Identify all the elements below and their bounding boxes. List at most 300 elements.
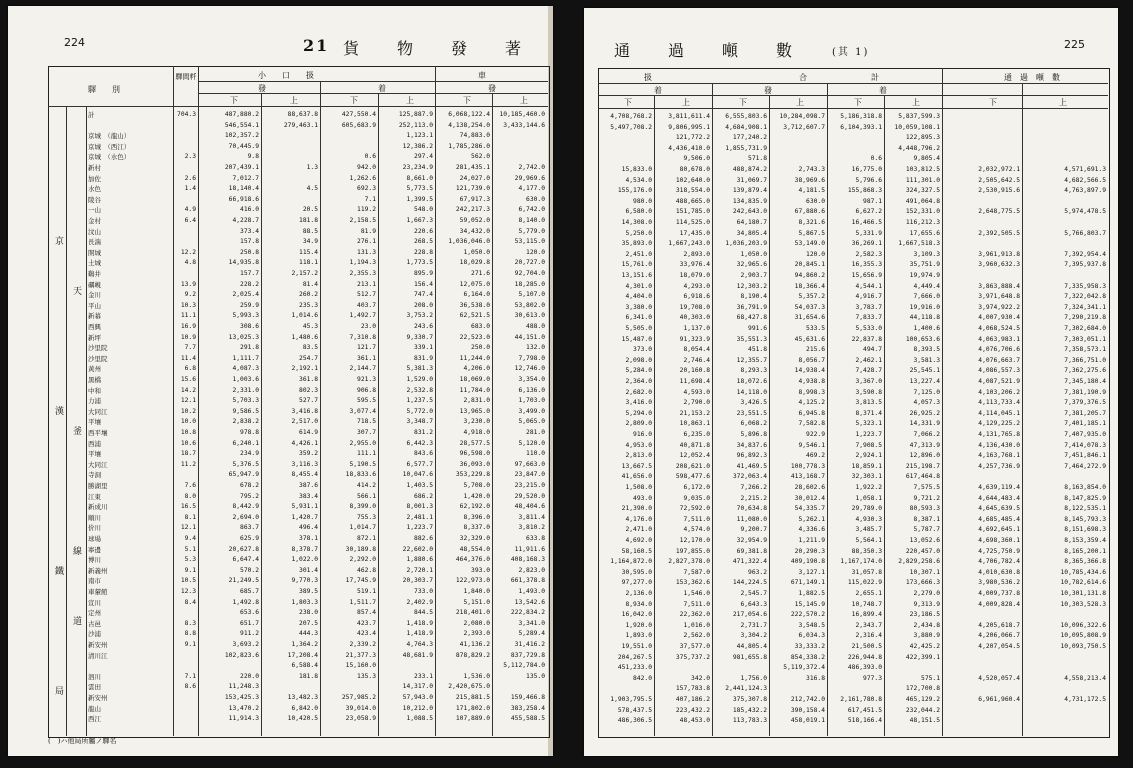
- value-cell: 4,449.4: [913, 282, 940, 290]
- value-cell: 36,093.0: [459, 460, 490, 468]
- station-name: 水色: [88, 185, 101, 194]
- value-cell: 25,545.1: [909, 367, 940, 375]
- value-cell: 72,592.0: [679, 505, 710, 513]
- value-cell: 18,859.1: [851, 462, 882, 470]
- value-cell: 6,555,803.6: [725, 113, 767, 120]
- value-cell: 32,965.6: [736, 261, 767, 269]
- value-cell: 872.1: [357, 535, 376, 542]
- value-cell: 42,425.2: [909, 643, 940, 650]
- table-row: [584, 165, 1118, 175]
- km-cell: 16.9: [180, 323, 196, 330]
- table-row: [584, 398, 1118, 408]
- value-cell: 633.8: [526, 535, 545, 542]
- value-cell: 15,656.9: [851, 272, 882, 279]
- value-cell: 980.0: [633, 197, 652, 205]
- station-name: 寺洞: [88, 471, 101, 480]
- table-row: [584, 663, 1118, 673]
- value-cell: 23,058.9: [345, 715, 376, 723]
- value-cell: 40,303.0: [679, 314, 710, 322]
- value-cell: 7,335,958.3: [1064, 282, 1106, 290]
- value-cell: 408,168.3: [510, 556, 545, 564]
- value-cell: 5,151.0: [463, 598, 490, 606]
- value-cell: 157,783.8: [675, 685, 710, 693]
- value-cell: 48,151.5: [909, 717, 940, 725]
- value-cell: 2,742.0: [518, 164, 545, 171]
- station-name: 清川江: [88, 651, 108, 660]
- value-cell: 571.8: [748, 155, 767, 163]
- value-cell: 1,167,174.0: [840, 558, 882, 566]
- value-cell: 7,303,051.1: [1064, 335, 1106, 343]
- value-cell: 17,655.6: [909, 229, 940, 237]
- value-cell: 3,811,611.4: [668, 113, 710, 120]
- value-cell: 7,666.0: [913, 293, 940, 301]
- value-cell: 1,211.9: [798, 537, 825, 544]
- value-cell: 74,883.0: [459, 132, 490, 140]
- header-rule: [48, 106, 548, 107]
- value-cell: 1,223.7: [855, 431, 882, 438]
- sub-header-arr: 着: [654, 86, 662, 95]
- station-name: 計: [88, 111, 95, 119]
- station-name: 泗川: [88, 672, 101, 681]
- value-cell: 598,477.6: [675, 473, 710, 481]
- table-row: [584, 186, 1118, 196]
- value-cell: 13,227.4: [909, 378, 940, 385]
- table-row: [584, 557, 1118, 567]
- value-cell: 842.0: [633, 674, 652, 682]
- value-cell: 2,532.8: [406, 386, 433, 394]
- value-cell: 18,366.4: [794, 282, 825, 290]
- value-cell: 977.3: [863, 674, 882, 682]
- km-cell: 5.1: [184, 545, 196, 553]
- value-cell: 843.6: [414, 450, 433, 458]
- km-cell: 11.1: [180, 312, 196, 320]
- value-cell: 6,034.3: [798, 632, 825, 640]
- value-cell: 844.5: [414, 609, 433, 617]
- value-cell: 1,237.5: [406, 397, 433, 405]
- km-cell: 5.3: [184, 556, 196, 564]
- km-cell: 10.5: [180, 577, 196, 585]
- value-cell: 8,293.3: [740, 367, 767, 375]
- value-cell: 16,355.3: [851, 261, 882, 269]
- value-cell: 2,731.7: [740, 621, 767, 629]
- value-cell: 20,627.8: [228, 545, 259, 553]
- value-cell: 31,069.7: [736, 176, 767, 184]
- km-cell: 7.6: [184, 482, 196, 489]
- km-cell: 11.4: [180, 354, 196, 362]
- value-cell: 48,554.0: [459, 545, 490, 553]
- value-cell: 546,554.1: [224, 121, 259, 129]
- value-cell: 9,035.0: [683, 494, 710, 502]
- value-cell: 13,052.6: [909, 537, 940, 544]
- value-cell: 238.0: [299, 609, 318, 617]
- sub-header-up: 上: [520, 96, 528, 105]
- value-cell: 4,404.0: [625, 293, 652, 301]
- value-cell: 3,109.3: [913, 250, 940, 258]
- value-cell: 88.5: [302, 227, 318, 235]
- table-row: [8, 640, 553, 650]
- value-cell: 18,833.6: [345, 471, 376, 479]
- value-cell: 4,574.0: [683, 526, 710, 534]
- value-cell: 53,802.0: [514, 301, 545, 309]
- value-cell: 35,893.0: [621, 240, 652, 248]
- value-cell: 630.0: [526, 195, 545, 203]
- value-cell: 0.6: [870, 155, 882, 163]
- value-cell: 6,588.4: [291, 662, 318, 670]
- value-cell: 10,059,108.1: [894, 123, 940, 131]
- value-cell: 20.5: [302, 206, 318, 214]
- value-cell: 614.9: [299, 429, 318, 436]
- value-cell: 10,303,528.3: [1060, 600, 1106, 608]
- value-cell: 423.7: [357, 619, 376, 627]
- station-name: 古邑: [88, 619, 101, 628]
- value-cell: 4,692,645.1: [978, 526, 1020, 534]
- station-name: 新安州: [88, 694, 108, 702]
- table-row: [584, 578, 1118, 588]
- value-cell: 131.3: [357, 248, 376, 256]
- value-cell: 651.7: [240, 619, 259, 627]
- table-row: [8, 311, 553, 321]
- value-cell: 2,098.0: [625, 356, 652, 364]
- value-cell: 279,463.1: [283, 121, 318, 129]
- value-cell: 57,943.0: [402, 694, 433, 701]
- value-cell: 260.2: [299, 291, 318, 299]
- table-row: [8, 237, 553, 247]
- value-cell: 3,416.0: [625, 399, 652, 407]
- table-row: [584, 335, 1118, 345]
- km-cell: 12.1: [180, 397, 196, 405]
- value-cell: 2,192.1: [291, 365, 318, 373]
- value-cell: 14,935.8: [228, 259, 259, 267]
- value-cell: 1,111.7: [232, 354, 259, 362]
- value-cell: 119.2: [357, 206, 376, 214]
- value-cell: 47,313.9: [909, 441, 940, 449]
- sub-header-up: 上: [1059, 98, 1067, 107]
- value-cell: 486,306.5: [617, 717, 652, 725]
- km-cell: 9.2: [184, 291, 196, 299]
- line-label: 線: [71, 546, 81, 573]
- value-cell: 9,546.1: [798, 441, 825, 449]
- value-cell: 41,656.0: [621, 473, 652, 481]
- value-cell: 390,158.4: [790, 706, 825, 714]
- table-row: [8, 121, 553, 131]
- table-row: [584, 430, 1118, 440]
- value-cell: 197,855.0: [675, 547, 710, 555]
- value-cell: 153,425.3: [224, 694, 259, 701]
- value-cell: 3,116.3: [291, 460, 318, 468]
- table-row: [584, 260, 1118, 270]
- value-cell: 177,240.2: [732, 134, 767, 142]
- station-name: 土城: [88, 259, 101, 268]
- value-cell: 3,971,648.8: [978, 293, 1020, 301]
- value-cell: 3,980,536.2: [978, 579, 1020, 587]
- value-cell: 5,112,784.0: [503, 662, 545, 670]
- value-cell: 372,063.4: [732, 473, 767, 481]
- value-cell: 2,743.3: [798, 166, 825, 173]
- value-cell: 488,665.0: [675, 197, 710, 205]
- value-cell: 7,345,180.4: [1064, 378, 1106, 385]
- table-row: [584, 324, 1118, 334]
- value-cell: 10,863.1: [679, 420, 710, 428]
- value-cell: 5,993.3: [232, 312, 259, 320]
- value-cell: 3,548.5: [798, 621, 825, 629]
- value-cell: 1,667,243.0: [668, 240, 710, 248]
- value-cell: 1,493.0: [518, 588, 545, 595]
- value-cell: 13,965.0: [459, 407, 490, 415]
- table-row: [8, 110, 553, 120]
- group-header-total: 合 計: [799, 73, 879, 82]
- value-cell: 863.7: [240, 524, 259, 532]
- value-cell: 4,181.5: [798, 187, 825, 195]
- value-cell: 64,180.7: [736, 219, 767, 226]
- value-cell: 7,464,272.9: [1064, 462, 1106, 470]
- value-cell: 220.6: [414, 227, 433, 235]
- value-cell: 625.9: [240, 535, 259, 542]
- table-row: [584, 631, 1118, 641]
- value-cell: 6,068,122.4: [448, 111, 490, 118]
- value-cell: 1,014.6: [291, 312, 318, 320]
- value-cell: 4,593.0: [683, 388, 710, 396]
- km-cell: 14.2: [180, 386, 196, 394]
- value-cell: 1,529.0: [406, 376, 433, 383]
- value-cell: 7,587.0: [683, 568, 710, 576]
- value-cell: 942.0: [357, 164, 376, 171]
- sub-header-up: 上: [912, 98, 920, 107]
- value-cell: 48,404.6: [514, 503, 545, 511]
- value-cell: 70,445.9: [228, 142, 259, 150]
- value-cell: 8,387.1: [913, 515, 940, 523]
- value-cell: 125,887.9: [398, 111, 433, 118]
- value-cell: 81.9: [360, 227, 376, 235]
- value-cell: 5,787.7: [913, 526, 940, 534]
- value-cell: 3,341.0: [518, 619, 545, 627]
- value-cell: 20,303.7: [402, 577, 433, 585]
- value-cell: 228.8: [414, 248, 433, 256]
- table-row: [8, 280, 553, 290]
- value-cell: 5,190.5: [349, 460, 376, 468]
- value-cell: 2,813.0: [625, 452, 652, 460]
- value-cell: 4,764.3: [406, 641, 433, 648]
- value-cell: 222,834.2: [510, 609, 545, 617]
- value-cell: 575.1: [921, 674, 940, 682]
- line-label: 釜: [71, 426, 81, 453]
- value-cell: 12,303.2: [736, 282, 767, 290]
- value-cell: 9,721.2: [913, 494, 940, 502]
- value-cell: 36,269.1: [851, 240, 882, 248]
- value-cell: 464,376.0: [455, 556, 490, 564]
- sub-header-down: 下: [624, 98, 632, 107]
- value-cell: 19,551.0: [621, 643, 652, 650]
- value-cell: 4,685,485.4: [978, 515, 1020, 523]
- value-cell: 3,485.7: [855, 526, 882, 534]
- sub-header-dep: 發: [258, 84, 266, 93]
- value-cell: 7,366,751.0: [1064, 356, 1106, 364]
- table-row: [584, 356, 1118, 366]
- value-cell: 122,895.3: [905, 134, 940, 142]
- table-row: [584, 388, 1118, 398]
- group-header-small: 小 口 扱: [258, 71, 314, 80]
- table-row: [584, 653, 1118, 663]
- value-cell: 916.0: [633, 431, 652, 438]
- value-cell: 118.1: [299, 259, 318, 267]
- value-cell: 2,720.1: [406, 566, 433, 574]
- value-cell: 755.3: [357, 513, 376, 521]
- value-cell: 15,487.0: [621, 335, 652, 343]
- value-cell: 692.3: [357, 185, 376, 193]
- value-cell: 250.8: [240, 248, 259, 256]
- value-cell: 6,627.2: [855, 208, 882, 216]
- value-cell: 54,037.3: [794, 303, 825, 311]
- table-row: [584, 218, 1118, 228]
- value-cell: 8,054.4: [683, 346, 710, 354]
- value-cell: 7,310.8: [349, 333, 376, 341]
- table-row: [584, 589, 1118, 599]
- value-cell: 8,165,200.1: [1064, 547, 1106, 555]
- value-cell: 110.0: [526, 450, 545, 458]
- value-cell: 533.5: [806, 325, 825, 332]
- table-row: [8, 523, 553, 533]
- value-cell: 5,065.0: [518, 418, 545, 426]
- value-cell: 30,012.4: [794, 494, 825, 502]
- value-cell: 7,407,935.0: [1064, 431, 1106, 438]
- station-name: 礪峴: [88, 280, 101, 289]
- value-cell: 7.1: [364, 195, 376, 203]
- line-label: 局: [53, 686, 63, 713]
- value-cell: 683.0: [471, 323, 490, 330]
- value-cell: 271.6: [471, 270, 490, 277]
- value-cell: 4,918.0: [463, 429, 490, 436]
- value-cell: 3,354.0: [518, 376, 545, 383]
- value-cell: 5,289.4: [518, 630, 545, 638]
- station-name: 順川: [88, 513, 101, 522]
- value-cell: 44,151.0: [514, 333, 545, 341]
- value-cell: 2,517.0: [291, 418, 318, 426]
- value-cell: 4,257,736.9: [978, 462, 1020, 470]
- sub-header-down: 下: [989, 98, 997, 107]
- value-cell: 6,235.0: [683, 431, 710, 438]
- value-cell: 1,223.7: [406, 524, 433, 532]
- station-name: 平山: [88, 301, 101, 310]
- value-cell: 2,829,258.6: [898, 558, 940, 566]
- km-cell: 12.1: [180, 524, 196, 532]
- value-cell: 4,136,430.0: [978, 441, 1020, 449]
- value-cell: 318,554.0: [675, 187, 710, 195]
- value-cell: 4,177.0: [518, 185, 545, 193]
- value-cell: 11,784.0: [459, 386, 490, 394]
- value-cell: 13,470.2: [228, 704, 259, 712]
- value-cell: 268.5: [414, 238, 433, 246]
- value-cell: 2,831.0: [463, 397, 490, 405]
- value-cell: 6,577.7: [406, 460, 433, 468]
- value-cell: 4,336.6: [798, 526, 825, 534]
- station-name: 黃州: [88, 365, 101, 374]
- value-cell: 220,457.0: [905, 547, 940, 555]
- line-label: 天: [71, 286, 81, 313]
- value-cell: 13,025.3: [228, 333, 259, 341]
- header-rule: [598, 108, 1108, 109]
- value-cell: 14,331.9: [909, 420, 940, 428]
- value-cell: 921.3: [357, 376, 376, 383]
- value-cell: 69,381.8: [736, 547, 767, 555]
- value-cell: 80,593.3: [909, 505, 940, 513]
- value-cell: 978.8: [240, 429, 259, 436]
- value-cell: 120.0: [806, 250, 825, 258]
- value-cell: 122,973.0: [455, 577, 490, 585]
- value-cell: 5,931.1: [291, 503, 318, 511]
- value-cell: 22,523.0: [459, 333, 490, 341]
- value-cell: 18,029.8: [459, 259, 490, 267]
- value-cell: 7,381,205.7: [1064, 409, 1106, 417]
- value-cell: 8,151,698.3: [1064, 526, 1106, 534]
- value-cell: 207.5: [299, 619, 318, 627]
- value-cell: 6,647.4: [232, 556, 259, 564]
- value-cell: 220.0: [240, 672, 259, 680]
- value-cell: 291.8: [240, 344, 259, 352]
- value-cell: 4,009,828.4: [978, 600, 1020, 608]
- value-cell: 301.4: [299, 566, 318, 574]
- value-cell: 102,640.0: [675, 176, 710, 184]
- value-cell: 1,016.0: [683, 621, 710, 629]
- value-cell: 281,435.1: [455, 164, 490, 171]
- value-cell: 157.7: [240, 270, 259, 277]
- value-cell: 3,367.0: [855, 378, 882, 385]
- value-cell: 250.0: [471, 344, 490, 352]
- value-cell: 12,170.0: [679, 537, 710, 544]
- table-row: [8, 661, 553, 671]
- km-cell: 10.9: [180, 333, 196, 341]
- value-cell: 451,233.0: [617, 664, 652, 672]
- value-cell: 2,331.0: [232, 386, 259, 394]
- value-cell: 548.0: [414, 206, 433, 214]
- table-row: [8, 545, 553, 555]
- value-cell: 97,277.0: [621, 579, 652, 587]
- km-cell: 7.7: [184, 344, 196, 352]
- value-cell: 9,806,995.1: [668, 123, 710, 131]
- km-cell: 8.6: [184, 683, 196, 691]
- page-number: 224: [64, 36, 85, 49]
- value-cell: 21,249.5: [228, 577, 259, 585]
- value-cell: 2,392,505.5: [978, 229, 1020, 237]
- value-cell: 134,835.9: [732, 197, 767, 205]
- value-cell: 1,703.0: [518, 397, 545, 405]
- value-cell: 14,308.0: [621, 219, 652, 226]
- value-cell: 257,985.2: [341, 694, 376, 701]
- table-row: [8, 629, 553, 639]
- value-cell: 228.2: [240, 280, 259, 288]
- value-cell: 7,575.5: [913, 484, 940, 491]
- km-cell: 2.3: [184, 153, 196, 161]
- value-cell: 4,176.0: [625, 515, 652, 523]
- km-cell: 18.7: [180, 450, 196, 458]
- station-name: 一山: [88, 206, 101, 215]
- value-cell: 906.8: [357, 386, 376, 394]
- value-cell: 307.7: [357, 429, 376, 436]
- value-cell: 4,684,908.1: [725, 123, 767, 131]
- value-cell: 389.5: [299, 588, 318, 595]
- table-row: [584, 292, 1118, 302]
- value-cell: 16,899.4: [851, 611, 882, 619]
- value-cell: 234.9: [240, 450, 259, 458]
- value-cell: 34,805.4: [736, 229, 767, 237]
- table-row: [584, 462, 1118, 472]
- value-cell: 1,164,872.0: [610, 558, 652, 566]
- km-cell: 8.0: [184, 492, 196, 500]
- value-cell: 1,022.0: [291, 556, 318, 564]
- value-cell: 5,284.0: [625, 367, 652, 375]
- value-cell: 671,149.1: [790, 579, 825, 587]
- value-cell: 423.4: [357, 630, 376, 638]
- value-cell: 13,542.6: [514, 598, 545, 606]
- table-row: [8, 682, 553, 692]
